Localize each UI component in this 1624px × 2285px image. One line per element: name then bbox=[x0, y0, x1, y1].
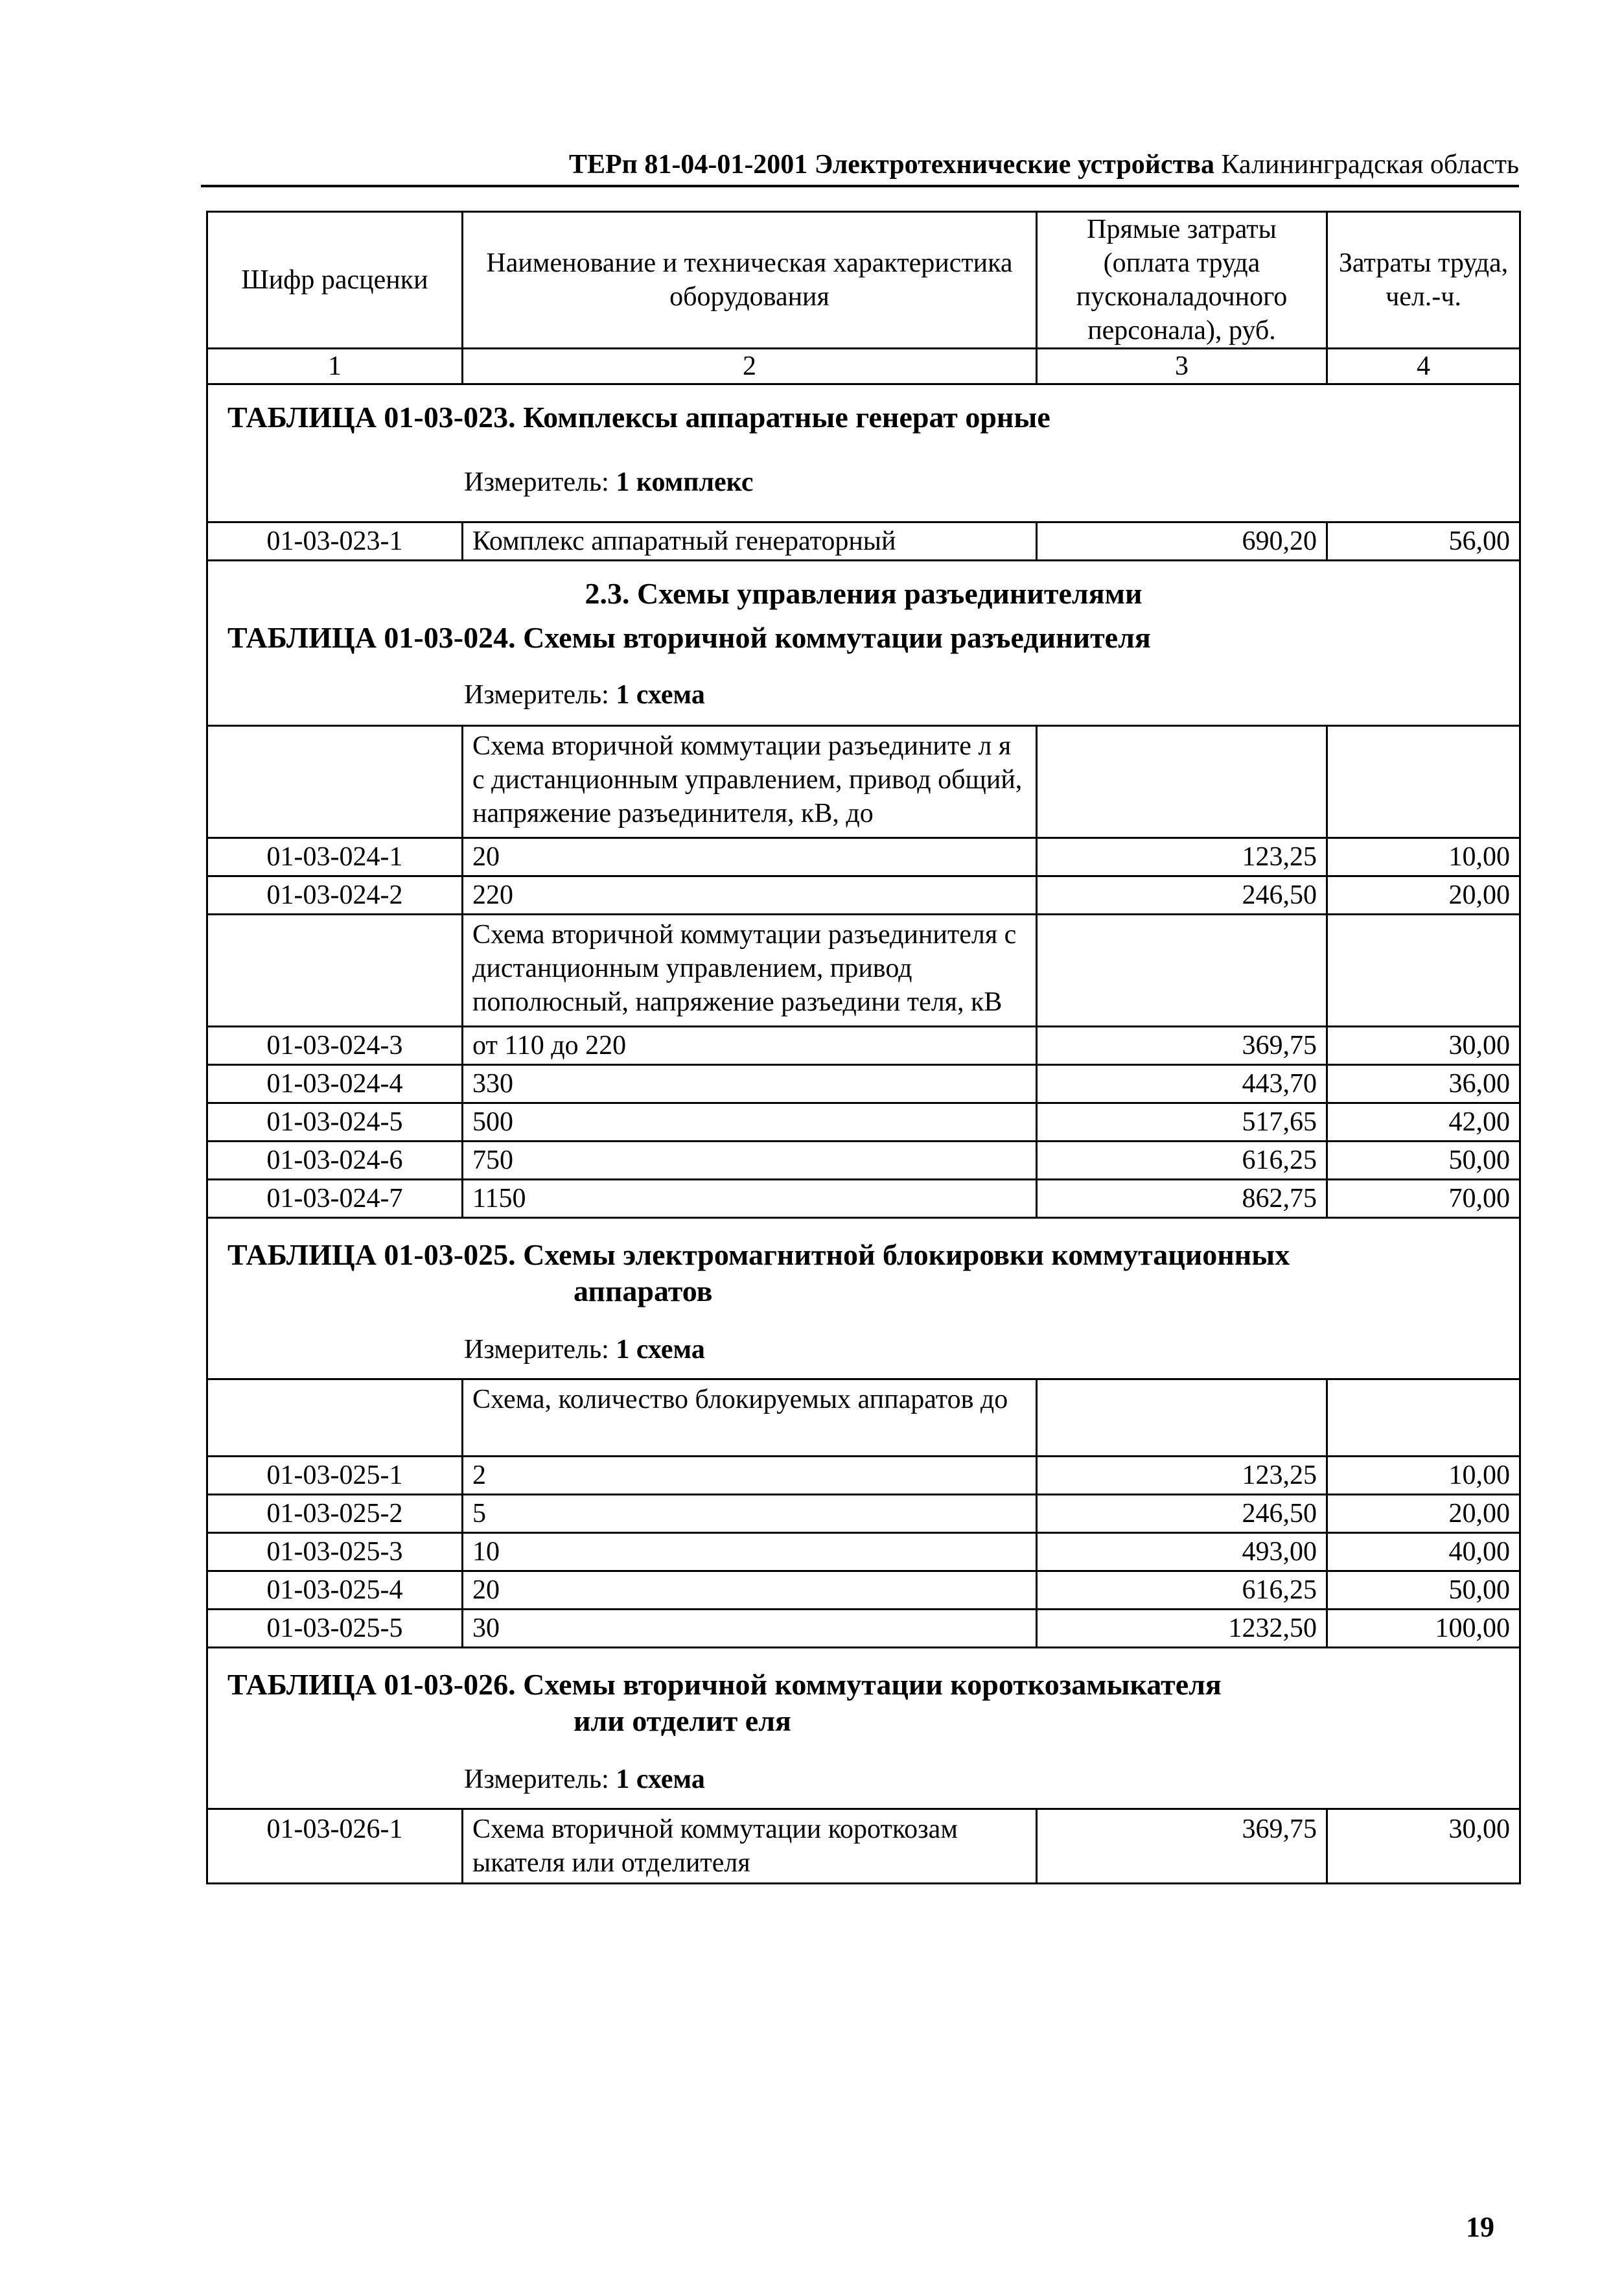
rate-name: 20 bbox=[463, 838, 1037, 876]
rate-cost: 369,75 bbox=[1037, 1027, 1327, 1065]
column-number-row bbox=[207, 349, 1520, 384]
table-title-t026-cont: или отделит еля bbox=[574, 1704, 791, 1737]
table-row bbox=[207, 1495, 1520, 1533]
table-row bbox=[207, 838, 1520, 876]
rate-code: 01-03-025-1 bbox=[207, 1457, 463, 1495]
meter-t024 bbox=[208, 656, 1519, 713]
rate-cost: 123,25 bbox=[1037, 838, 1327, 876]
rate-cost: 616,25 bbox=[1037, 1571, 1327, 1610]
table-row bbox=[207, 1571, 1520, 1610]
rate-labor: 36,00 bbox=[1327, 1065, 1520, 1103]
rate-code: 01-03-025-3 bbox=[207, 1533, 463, 1571]
rate-code: 01-03-025-4 bbox=[207, 1571, 463, 1610]
rate-code: 01-03-026-1 bbox=[207, 1809, 463, 1884]
rate-name: 220 bbox=[463, 876, 1037, 915]
table-title-t026: ТАБЛИЦА 01-03-026. Схемы вторичной коммутации короткозамыкателя bbox=[227, 1668, 1222, 1701]
page-number: 19 bbox=[1466, 2211, 1494, 2243]
table-title-t025: ТАБЛИЦА 01-03-025. Схемы электромагнитной блокировки коммутационных bbox=[227, 1238, 1290, 1271]
section-title-2-3: 2.3. Схемы управления разъединителями bbox=[585, 577, 1143, 610]
header-title: Электротехнические устройства bbox=[814, 150, 1214, 180]
meter-value: 1 схема bbox=[616, 680, 705, 710]
rate-code: 01-03-025-2 bbox=[207, 1495, 463, 1533]
header-rule bbox=[201, 185, 1519, 187]
table-row bbox=[207, 522, 1520, 561]
meter-label: Измеритель: bbox=[464, 680, 609, 710]
group-row bbox=[207, 1379, 1520, 1457]
rate-labor: 40,00 bbox=[1327, 1533, 1520, 1571]
rate-labor: 10,00 bbox=[1327, 838, 1520, 876]
rate-labor: 70,00 bbox=[1327, 1180, 1520, 1218]
table-title-t025-cont: аппаратов bbox=[574, 1274, 713, 1307]
rate-labor: 50,00 bbox=[1327, 1571, 1520, 1610]
rate-labor: 20,00 bbox=[1327, 1495, 1520, 1533]
rate-code: 01-03-024-3 bbox=[207, 1027, 463, 1065]
rate-labor: 30,00 bbox=[1327, 1809, 1520, 1884]
rate-labor: 50,00 bbox=[1327, 1142, 1520, 1180]
header-code: ТЕРп 81-04-01-2001 bbox=[568, 150, 808, 180]
rate-code: 01-03-025-5 bbox=[207, 1610, 463, 1648]
rate-code: 01-03-024-4 bbox=[207, 1065, 463, 1103]
rate-code: 01-03-024-5 bbox=[207, 1103, 463, 1142]
rate-name: от 110 до 220 bbox=[463, 1027, 1037, 1065]
rate-cost: 1232,50 bbox=[1037, 1610, 1327, 1648]
section-t026 bbox=[207, 1648, 1520, 1809]
rate-name: 20 bbox=[463, 1571, 1037, 1610]
rate-name: 10 bbox=[463, 1533, 1037, 1571]
column-header-labor: Затраты труда, чел.-ч. bbox=[1327, 212, 1520, 349]
column-header-code: Шифр расценки bbox=[207, 212, 463, 349]
header-region: Калининградская область bbox=[1221, 150, 1519, 180]
meter-label: Измеритель: bbox=[464, 1764, 609, 1794]
rate-labor: 10,00 bbox=[1327, 1457, 1520, 1495]
rate-name: 1150 bbox=[463, 1180, 1037, 1218]
rate-cost: 862,75 bbox=[1037, 1180, 1327, 1218]
section-t023 bbox=[207, 384, 1520, 522]
rate-labor: 30,00 bbox=[1327, 1027, 1520, 1065]
rate-code: 01-03-024-6 bbox=[207, 1142, 463, 1180]
meter-value: 1 комплекс bbox=[616, 467, 754, 497]
rate-code: 01-03-024-2 bbox=[207, 876, 463, 915]
column-number-4: 4 bbox=[1327, 349, 1520, 384]
rate-code: 01-03-023-1 bbox=[207, 522, 463, 561]
rate-labor: 100,00 bbox=[1327, 1610, 1520, 1648]
rate-labor: 20,00 bbox=[1327, 876, 1520, 915]
rate-cost: 690,20 bbox=[1037, 522, 1327, 561]
group-description: Схема вторичной коммутации разъедините л я с дистанционным управлением, привод общий, напряжение разъединителя, кВ, до bbox=[463, 726, 1037, 838]
section-t025 bbox=[207, 1218, 1520, 1379]
rate-name: 2 bbox=[463, 1457, 1037, 1495]
table-row bbox=[207, 1065, 1520, 1103]
rate-cost: 123,25 bbox=[1037, 1457, 1327, 1495]
table-row bbox=[207, 1809, 1520, 1884]
column-number-1: 1 bbox=[207, 349, 463, 384]
column-number-3: 3 bbox=[1037, 349, 1327, 384]
group-row bbox=[207, 726, 1520, 838]
rate-cost: 443,70 bbox=[1037, 1065, 1327, 1103]
meter-t023 bbox=[208, 436, 1519, 500]
rate-code: 01-03-024-7 bbox=[207, 1180, 463, 1218]
meter-value: 1 схема bbox=[616, 1764, 705, 1794]
table-row bbox=[207, 876, 1520, 915]
table-row bbox=[207, 1142, 1520, 1180]
table-row bbox=[207, 1103, 1520, 1142]
table-row bbox=[207, 1533, 1520, 1571]
rate-name: 750 bbox=[463, 1142, 1037, 1180]
table-row bbox=[207, 1180, 1520, 1218]
table-row bbox=[207, 1457, 1520, 1495]
table-title-t023: ТАБЛИЦА 01-03-023. Комплексы аппаратные генерат орные bbox=[227, 401, 1050, 434]
rate-name: Схема вторичной коммутации короткозам ыкателя или отделителя bbox=[463, 1809, 1037, 1884]
rate-name: 330 bbox=[463, 1065, 1037, 1103]
meter-t026 bbox=[208, 1739, 1519, 1798]
rate-cost: 493,00 bbox=[1037, 1533, 1327, 1571]
table-row bbox=[207, 1027, 1520, 1065]
rate-cost: 246,50 bbox=[1037, 876, 1327, 915]
group-description: Схема, количество блокируемых аппаратов до bbox=[463, 1379, 1037, 1457]
rate-code: 01-03-024-1 bbox=[207, 838, 463, 876]
rates-table bbox=[206, 211, 1521, 1884]
table-row bbox=[207, 1610, 1520, 1648]
meter-value: 1 схема bbox=[616, 1335, 705, 1365]
running-header bbox=[201, 149, 1519, 180]
rate-cost: 517,65 bbox=[1037, 1103, 1327, 1142]
rate-cost: 246,50 bbox=[1037, 1495, 1327, 1533]
rate-cost: 369,75 bbox=[1037, 1809, 1327, 1884]
rate-name: 30 bbox=[463, 1610, 1037, 1648]
meter-label: Измеритель: bbox=[464, 1335, 609, 1365]
meter-label: Измеритель: bbox=[464, 467, 609, 497]
table-title-t024: ТАБЛИЦА 01-03-024. Схемы вторичной коммутации разъединителя bbox=[227, 621, 1151, 654]
column-header-row bbox=[207, 212, 1520, 349]
section-t024 bbox=[207, 561, 1520, 726]
meter-t025 bbox=[208, 1309, 1519, 1368]
rate-labor: 42,00 bbox=[1327, 1103, 1520, 1142]
column-number-2: 2 bbox=[463, 349, 1037, 384]
rate-name: Комплекс аппаратный генераторный bbox=[463, 522, 1037, 561]
group-row bbox=[207, 915, 1520, 1027]
group-description: Схема вторичной коммутации разъединителя с дистанционным управлением, привод пополюсный, напряжение разъедини теля, кВ bbox=[463, 915, 1037, 1027]
column-header-cost: Прямые затраты (оплата труда пусконаладочного персонала), руб. bbox=[1037, 212, 1327, 349]
column-header-name: Наименование и техническая характеристика оборудования bbox=[463, 212, 1037, 349]
rate-cost: 616,25 bbox=[1037, 1142, 1327, 1180]
rate-name: 5 bbox=[463, 1495, 1037, 1533]
rate-labor: 56,00 bbox=[1327, 522, 1520, 561]
rate-name: 500 bbox=[463, 1103, 1037, 1142]
